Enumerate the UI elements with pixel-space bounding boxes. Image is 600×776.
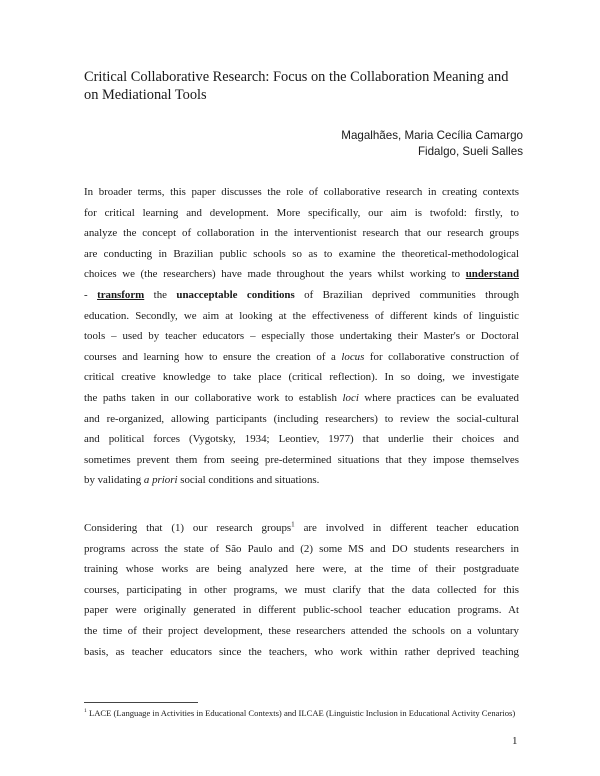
footnote-divider (84, 702, 198, 703)
line-text: by validating (84, 474, 142, 487)
line-text: choices we (the researchers) have made throughout the years whilst working to (84, 268, 461, 281)
text-line: analyze the concept of collaboration in the interventionist research that our research groups (84, 227, 519, 240)
line-text: of Brazilian deprived communities through (304, 288, 520, 301)
text-line: are conducting in Brazilian public schools so as to examine the theoretical-methodological (84, 247, 519, 260)
text-line: In broader terms, this paper discusses the role of collaborative research in creating contexts (84, 186, 519, 198)
footnote-marker: 1 (84, 708, 87, 715)
text-line (84, 285, 519, 306)
line-text: social conditions and situations. (180, 474, 320, 487)
text-line (84, 518, 519, 539)
paper-title: Critical Collaborative Research: Focus on the Collaboration Meaning and on Mediational Tools (84, 69, 509, 103)
text-line: education. Secondly, we aim at looking at the effectiveness of different kinds of linguistic (84, 309, 519, 322)
text-line: training whose works are being analyzed here were, at the time of their postgraduate (84, 563, 519, 576)
text-line: critical creative knowledge to take place (critical reflection). In so doing, we investigate (84, 371, 519, 384)
author-list (341, 128, 523, 160)
italic-locus: locus (341, 350, 365, 363)
text-line: and political forces (Vygotsky, 1934; Leontiev, 1977) that underlie their choices and (84, 433, 519, 446)
text-line: courses, participating in other programs, we must clarify that the data collected for this (84, 583, 519, 596)
emphasis-understand: understand (465, 268, 519, 281)
emphasis-unacceptable-conditions: unacceptable conditions (176, 288, 295, 301)
text-line: basis, as teacher educators since the teachers, who work within rather deprived teaching (84, 645, 519, 658)
text-line (84, 388, 519, 409)
line-text: the paths taken in our collaborative work to establish (84, 391, 337, 404)
footnote-text: LACE (Language in Activities in Educational Contexts) and ILCAE (Linguistic Inclusion in Educational Activity Cenarios) (88, 708, 516, 718)
text-line: for critical learning and development. More specifically, our aim is twofold: firstly, to (84, 206, 519, 219)
emphasis-transform: transform (97, 288, 145, 301)
abstract-paragraph (84, 182, 519, 491)
author-name: Fidalgo, Sueli Salles (417, 145, 523, 158)
line-text: for collaborative construction of (369, 350, 519, 363)
italic-loci: loci (342, 391, 359, 404)
line-text: the (153, 288, 167, 301)
line-text: courses and learning how to ensure the creation of a (84, 350, 336, 363)
text-line (84, 347, 519, 368)
line-text: are involved in different teacher education (303, 522, 519, 534)
italic-a-priori: a priori (143, 474, 178, 487)
page-number: 1 (512, 735, 518, 747)
line-text: Considering that (1) our research groups (84, 522, 292, 534)
text-line (84, 264, 519, 285)
body-paragraph (84, 518, 519, 662)
text-line: paper were originally generated in different public-school teacher education programs. At (84, 604, 519, 617)
footnote-ref[interactable]: 1 (291, 520, 295, 529)
line-text: where practices can be evaluated (364, 391, 519, 404)
text-line: and re-organized, allowing participants (including researchers) to review the social-cultural (84, 412, 519, 425)
author-name: Magalhães, Maria Cecília Camargo (341, 129, 523, 142)
text-line (84, 470, 519, 491)
dash: - (84, 288, 88, 301)
text-line: the time of their project development, these researchers attended the schools on a voluntary (84, 624, 519, 637)
text-line: programs across the state of São Paulo and (2) some MS and DO students researchers in (84, 542, 519, 555)
text-line: sometimes prevent them from seeing pre-determined situations that they impose themselves (84, 453, 519, 466)
footnote (84, 708, 519, 720)
text-line: tools – used by teacher educators – especially those undertaking their Master's or Doctoral (84, 330, 519, 343)
